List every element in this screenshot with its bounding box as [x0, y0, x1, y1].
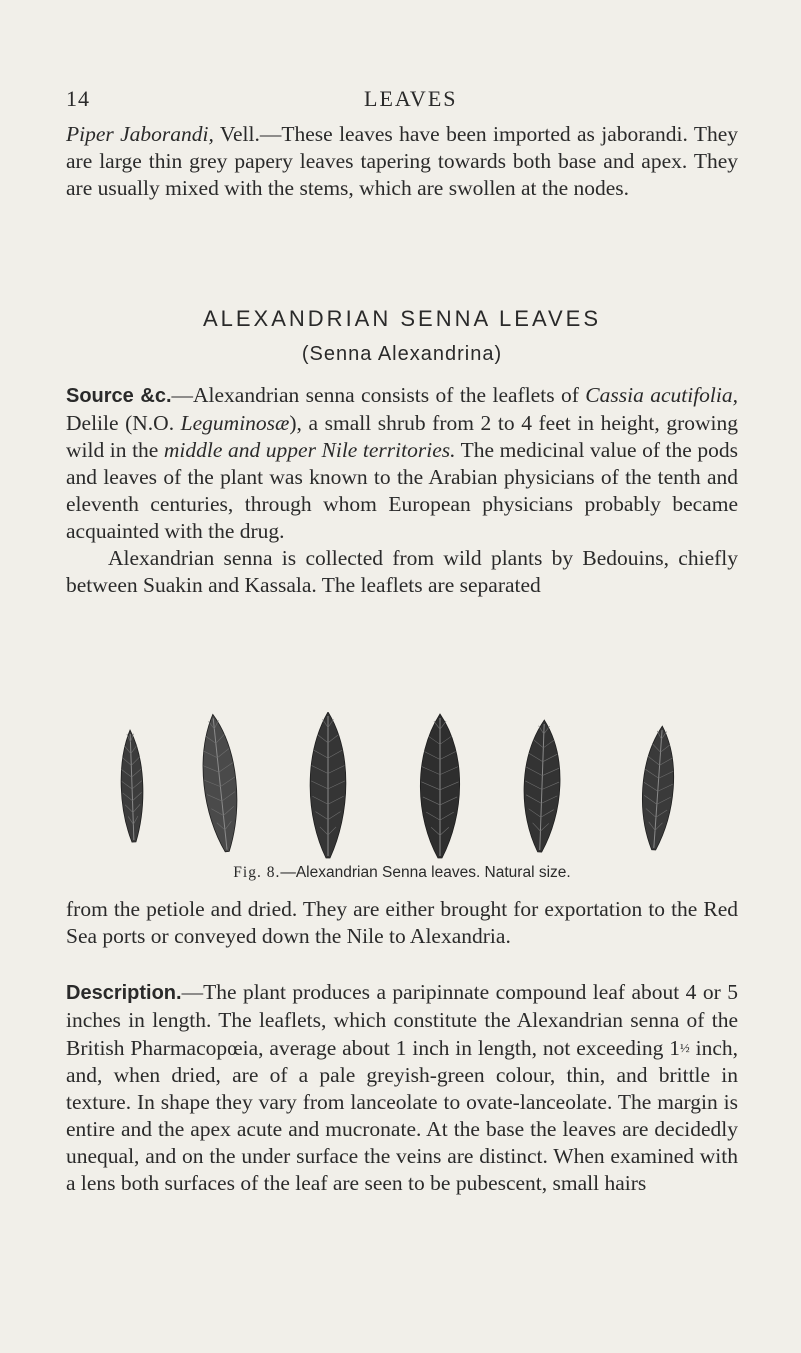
- piper-name: Piper Jaborandi,: [66, 122, 214, 146]
- description-text-2: inch, and, when dried, are of a pale greyish-green colour, thin, and brittle in texture. In shape they vary from lanceolate to ovate-lanceolate. The margin is entire and the apex acute and mucronate. At the base the leaves are decidedly unequal, and on the under surface the veins are distinct. When examined with a lens both surfaces of the leaf are seen to be pubescent, small hairs: [66, 1036, 738, 1195]
- leaf-5: [522, 719, 562, 852]
- figure-caption-text: —Alexandrian Senna leaves. Natural size.: [280, 864, 571, 881]
- source-paragraph: [66, 382, 738, 599]
- piper-paragraph: [66, 121, 738, 202]
- figure-caption: [66, 864, 738, 882]
- leaf-3: [310, 712, 346, 858]
- region-name: middle and upper Nile territories.: [163, 438, 456, 462]
- source-text-2: Delile (N.O.: [66, 411, 181, 435]
- section-subtitle: (Senna Alexandrina): [301, 343, 503, 365]
- source-text-3: ), a small shrub from 2 to 4 feet in height, growing wild in the: [66, 411, 738, 462]
- description-heading: Description.: [66, 982, 182, 1004]
- leaf-4: [420, 714, 459, 858]
- running-title: LEAVES: [364, 86, 458, 111]
- continuation-text: from the petiole and dried. They are either brought for exportation to the Red Sea ports or conveyed down the Nile to Alexandria.: [66, 897, 738, 948]
- page-number: 14: [66, 86, 90, 111]
- fraction: ½: [679, 1040, 690, 1055]
- description-text-1: —The plant produces a paripinnate compound leaf about 4 or 5 inches in length. The leaflets, which constitute the Alexandrian senna of the British Pharmacopœia, average about 1 inch in length, not exceeding 1: [66, 980, 738, 1060]
- running-header: [66, 86, 736, 116]
- source-heading: Source &c.: [66, 385, 172, 407]
- order-name: Leguminosæ: [180, 411, 290, 435]
- description-paragraph: [66, 979, 738, 1197]
- continuation-paragraph: [66, 896, 738, 950]
- leaf-2: [197, 713, 243, 854]
- source-text-1: —Alexandrian senna consists of the leaflets of: [171, 383, 586, 407]
- leaves-illustration: [110, 712, 720, 860]
- leaf-1: [119, 730, 145, 843]
- species-name: Cassia acutifolia,: [585, 383, 738, 407]
- piper-text: Vell.—These leaves have been imported as jaborandi. They are large thin grey papery leaves tapering towards both base and apex. They are usually mixed with the stems, which are swollen at the nodes.: [66, 122, 738, 200]
- section-title: ALEXANDRIAN SENNA LEAVES: [202, 306, 602, 331]
- senna-leaves-figure: [110, 712, 720, 860]
- leaf-6: [638, 725, 677, 851]
- source-text-4: The medicinal value of the pods and leaves of the plant was known to the Arabian physicians of the tenth and eleventh centuries, through whom European physicians probably became acquainted with the drug.: [66, 438, 739, 543]
- source-paragraph-2: Alexandrian senna is collected from wild plants by Bedouins, chiefly between Suakin and Kassala. The leaflets are separated: [66, 546, 738, 597]
- figure-label: Fig. 8.: [233, 864, 281, 881]
